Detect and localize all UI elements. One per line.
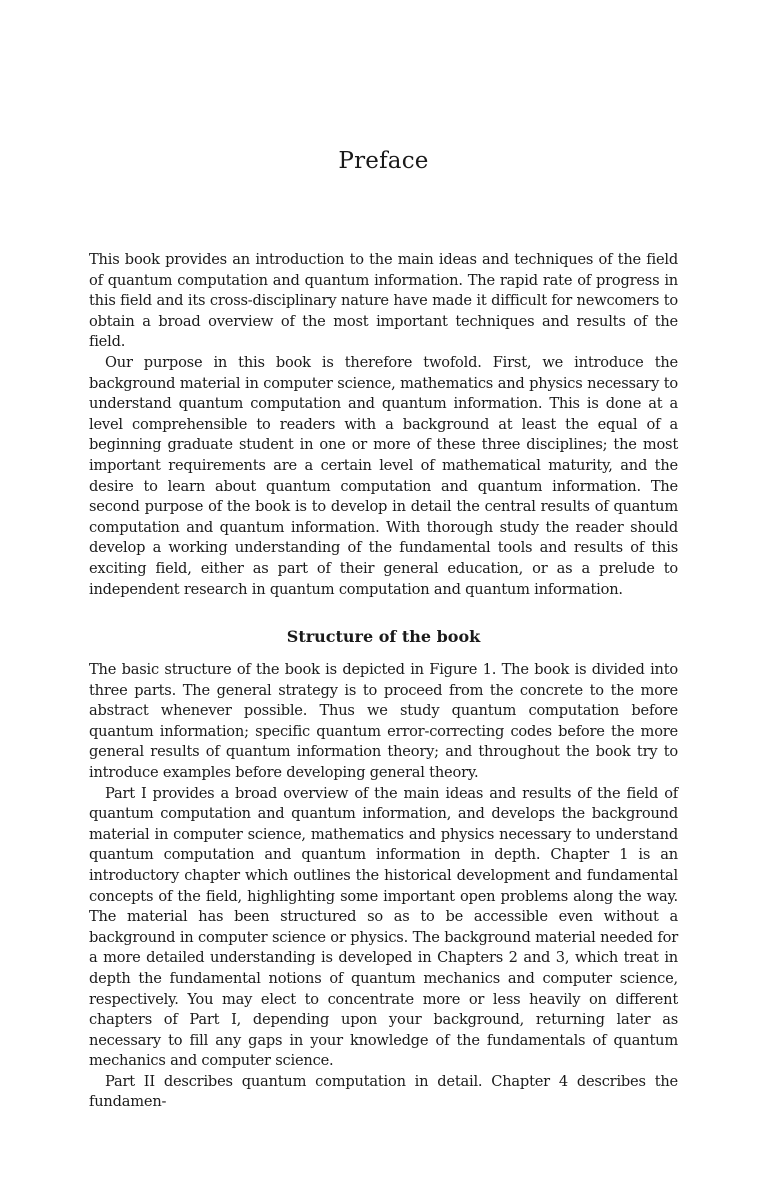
structure-paragraph-1: The basic structure of the book is depicted in Figure 1. The book is divided into three parts. The general strategy is to proceed from the concrete to the more abstract whenever possible. Thus we study quantum computation before quantum information; specific quantum error-correcting codes before the more general results of quantum information theory; and throughout the book try to introduce examples before developing general theory.	[89, 661, 678, 781]
intro-paragraph-1: This book provides an introduction to the main ideas and techniques of the field of quantum computation and quantum information. The rapid rate of progress in this field and its cross-disciplinary nature have made it difficult for newcomers to obtain a broad overview of the most important techniques and results of the field.	[89, 251, 678, 351]
intro-paragraph-2: Our purpose in this book is therefore twofold. First, we introduce the background material in computer science, mathematics and physics necessary to understand quantum computation and quantum information. This is done at a level comprehensible to readers with a background at least the equal of a beginning graduate student in one or more of these three disciplines; the most important requirements are a certain level of mathematical maturity, and the desire to learn about quantum computation and quantum information. The second purpose of the book is to develop in detail the central results of quantum computation and quantum information. With thorough study the reader should develop a working understanding of the fundamental tools and results of this exciting field, either as part of their general education, or as a prelude to independent research in quantum computation and quantum information.	[89, 353, 678, 598]
preface-intro	[89, 250, 678, 600]
structure-section	[89, 626, 678, 1113]
section-heading: Structure of the book	[286, 627, 481, 646]
structure-paragraph-2: Part I provides a broad overview of the main ideas and results of the field of quantum computation and quantum information, and develops the background material in computer science, mathematics and physics necessary to understand quantum computation and quantum information in depth. Chapter 1 is an introductory chapter which outlines the historical development and fundamental concepts of the field, highlighting some important open problems along the way. The material has been structured so as to be accessible even without a background in computer science or physics. The background material needed for a more detailed understanding is developed in Chapters 2 and 3, which treat in depth the fundamental notions of quantum mechanics and computer science, respectively. You may elect to concentrate more or less heavily on different chapters of Part I, depending upon your background, returning later as necessary to fill any gaps in your knowledge of the fundamentals of quantum mechanics and computer science.	[89, 784, 678, 1070]
structure-paragraph-3: Part II describes quantum computation in detail. Chapter 4 describes the fundamen-	[89, 1072, 678, 1111]
chapter-title: Preface	[338, 148, 429, 174]
